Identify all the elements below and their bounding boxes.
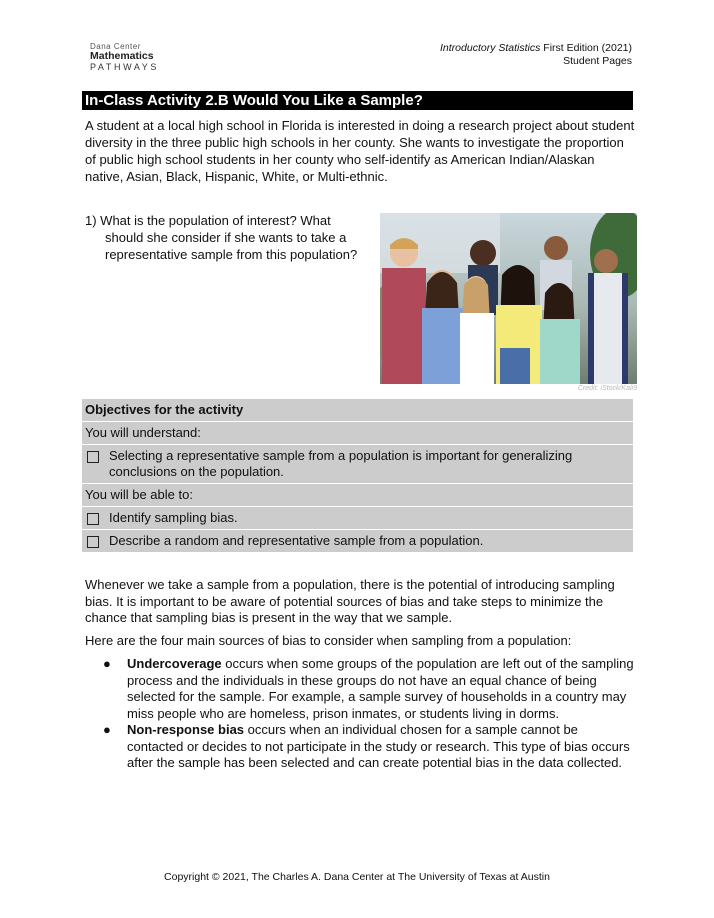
question-1 [85,212,370,263]
logo-line-3: PATHWAYS [90,62,159,72]
activity-title: In-Class Activity 2.B Would You Like a Sample? [82,91,633,110]
objective-text: Describe a random and representative sample from a population. [109,533,484,548]
logo-line-2: Mathematics [90,50,154,62]
sources-intro-paragraph: Here are the four main sources of bias to consider when sampling from a population: [85,632,572,648]
book-title: Introductory Statistics [440,42,541,54]
objective-item [82,530,633,553]
edition-label: First Edition (2021) [540,42,632,54]
pages-label: Student Pages [563,55,632,67]
understand-label: You will understand: [82,422,633,445]
checkbox-icon [87,513,99,525]
students-group-photo [380,213,637,384]
body-text [85,577,635,655]
objective-text: Identify sampling bias. [109,510,238,525]
page-header [440,42,632,68]
list-item [85,656,635,722]
intro-paragraph: A student at a local high school in Florida is interested in doing a research project about student diversity in the three public high schools in her county. She wants to investigate the proportion of public high school students in her county who self-identify as American Indian/Alaskan native, Asian, Black, Hispanic, White, or Multi-ethnic. [85,118,635,184]
bias-sources-list [85,656,635,772]
bias-description: occurs when some groups of the population are left out of the sampling process and the individuals in these groups do not have an equal chance of being selected for the sample. For example, a sample survey of households in a country may miss people who are homeless, prison inmates, or students living in dorms. [127,656,634,721]
objective-text: Selecting a representative sample from a population is important for generalizing conclusions on the population. [109,448,573,479]
list-item [85,722,635,772]
photo-credit: Credit: iStock/Kali9 [577,385,637,392]
able-label: You will be able to: [82,484,633,507]
logo-line-1: Dana Center [90,42,141,51]
question-1-first-line: 1) What is the population of interest? What [85,213,331,228]
objective-item [82,445,633,484]
objective-item [82,507,633,530]
checkbox-icon [87,536,99,548]
bullet-icon: ● [103,656,111,671]
bias-term: Non-response bias [127,722,245,737]
bias-term: Undercoverage [127,656,222,671]
objectives-heading: Objectives for the activity [82,399,633,422]
copyright-footer: Copyright © 2021, The Charles A. Dana Center at The University of Texas at Austin [164,871,550,883]
checkbox-icon [87,451,99,463]
bullet-icon: ● [103,722,111,737]
sampling-bias-paragraph: Whenever we take a sample from a population, there is the potential of introducing sampling bias. It is important to be aware of potential sources of bias and take steps to minimize the chance that sampling bias is present in the way that we sample. [85,577,615,625]
objectives-table [82,399,633,553]
question-1-rest: should she consider if she wants to take a representative sample from this population? [105,230,358,262]
dana-center-logo [90,42,172,73]
bias-description: occurs when an individual chosen for a sample cannot be contacted or decides to not participate in the study or research. This type of bias occurs after the sample has been selected and can create potential bias in the data collected. [127,722,630,770]
